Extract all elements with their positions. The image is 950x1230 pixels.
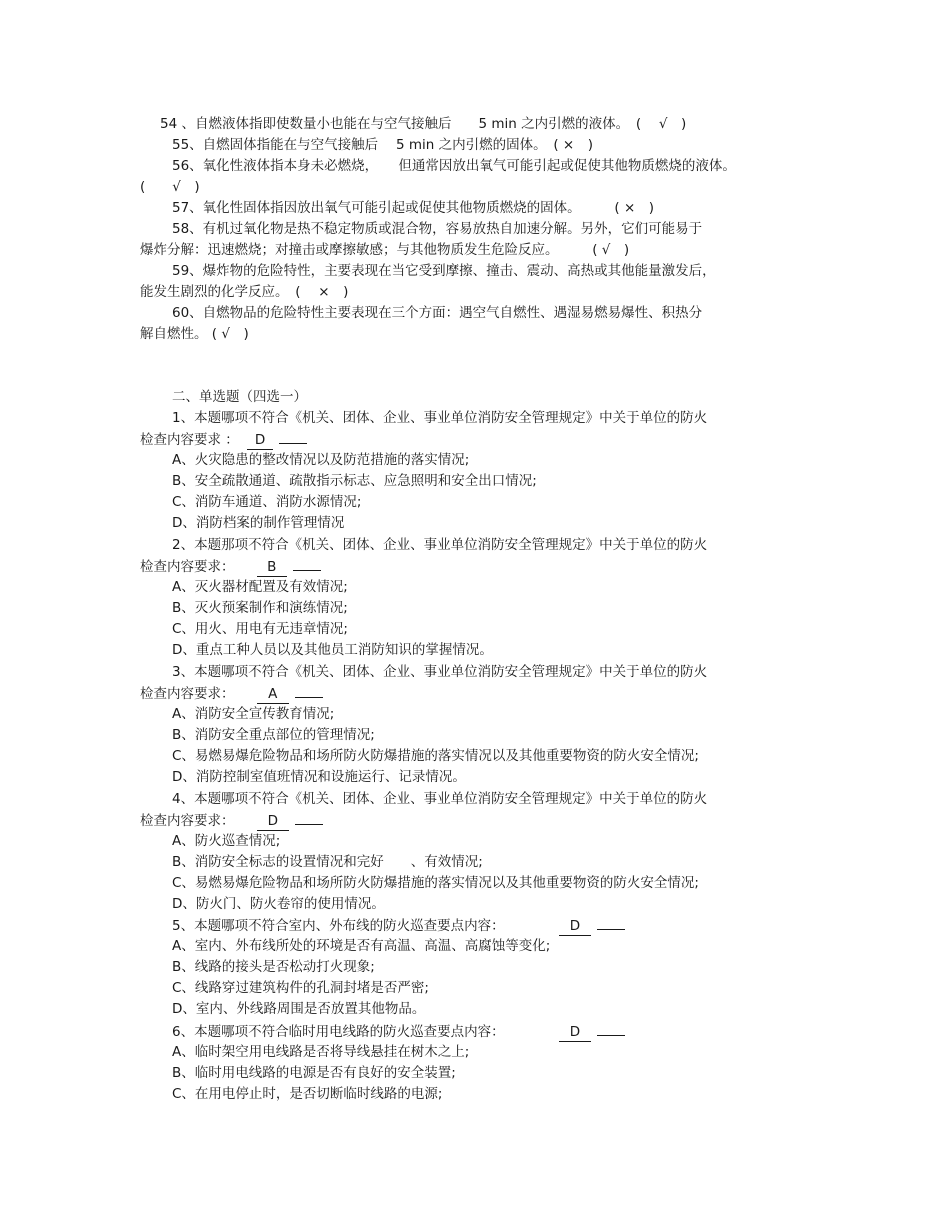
question-4-option-c: C、易燃易爆危险物品和场所防火防爆措施的落实情况以及其他重要物资的防火安全情况; bbox=[172, 875, 699, 891]
answer-tail-line bbox=[279, 429, 307, 444]
answer-tail-line bbox=[295, 810, 323, 825]
question-5-option-d: D、室内、外线路周围是否放置其他物品。 bbox=[172, 1001, 426, 1017]
question-5-stem-text: 5、本题哪项不符合室内、外布线的防火巡查要点内容： bbox=[172, 918, 505, 934]
question-3-stem-cont bbox=[140, 683, 780, 704]
question-1-option-a: A、火灾隐患的整改情况以及防范措施的落实情况; bbox=[172, 452, 470, 468]
question-3-option-c: C、易燃易爆危险物品和场所防火防爆措施的落实情况以及其他重要物资的防火安全情况; bbox=[172, 748, 699, 764]
answer-tail-line bbox=[597, 915, 625, 930]
question-2-option-d: D、重点工种人员以及其他员工消防知识的掌握情况。 bbox=[172, 642, 493, 658]
question-5-option-c: C、线路穿过建筑构件的孔洞封堵是否严密; bbox=[172, 980, 429, 996]
question-2-stem: 2、本题那项不符合《机关、团体、企业、事业单位消防安全管理规定》中关于单位的防火 bbox=[172, 537, 708, 553]
tf-item-57: 57、氧化性固体指因放出氧气可能引起或促使其他物质燃烧的固体。 ( × ) bbox=[172, 200, 655, 216]
tf-item-59: 59、爆炸物的危险特性，主要表现在当它受到摩擦、撞击、震动、高热或其他能量激发后， bbox=[172, 263, 716, 279]
question-4-stem-text: 检查内容要求： bbox=[140, 813, 235, 829]
question-6-option-c: C、在用电停止时，是否切断临时线路的电源; bbox=[172, 1086, 443, 1102]
tf-item-60: 60、自燃物品的危险特性主要表现在三个方面：遇空气自燃性、遇湿易燃易爆性、积热分 bbox=[172, 305, 703, 321]
answer-tail-line bbox=[293, 556, 321, 571]
question-6-stem-text: 6、本题哪项不符合临时用电线路的防火巡查要点内容： bbox=[172, 1024, 505, 1040]
question-5-answer: D bbox=[559, 918, 591, 936]
question-4-stem-cont bbox=[140, 810, 780, 831]
question-6-option-a: A、临时架空用电线路是否将导线悬挂在树木之上; bbox=[172, 1044, 470, 1060]
question-3-answer: A bbox=[257, 686, 289, 704]
question-3-option-b: B、消防安全重点部位的管理情况; bbox=[172, 727, 375, 743]
question-4-option-b: B、消防安全标志的设置情况和完好 、有效情况; bbox=[172, 854, 483, 870]
question-6-stem bbox=[172, 1021, 812, 1042]
question-1-stem-cont bbox=[140, 429, 780, 450]
tf-item-58-cont: 爆炸分解：迅速燃烧；对撞击或摩擦敏感；与其他物质发生危险反应。 ( √ ) bbox=[140, 242, 630, 258]
question-2-option-a: A、灭火器材配置及有效情况; bbox=[172, 579, 348, 595]
question-3-stem-text: 检查内容要求： bbox=[140, 686, 235, 702]
section-title: 二、单选题（四选一） bbox=[172, 389, 307, 405]
tf-item-60-cont: 解自燃性。 ( √ ) bbox=[140, 326, 249, 342]
question-1-stem: 1、本题哪项不符合《机关、团体、企业、事业单位消防安全管理规定》中关于单位的防火 bbox=[172, 410, 708, 426]
question-2-answer: B bbox=[257, 559, 287, 577]
question-1-option-b: B、安全疏散通道、疏散指示标志、应急照明和安全出口情况; bbox=[172, 473, 537, 489]
tf-item-59-cont: 能发生剧烈的化学反应。 ( × ) bbox=[140, 284, 349, 300]
question-2-option-c: C、用火、用电有无违章情况; bbox=[172, 621, 348, 637]
tf-item-55: 55、自燃固体指能在与空气接触后 5 min 之内引燃的固体。 ( × ) bbox=[172, 137, 593, 153]
tf-item-58: 58、有机过氧化物是热不稳定物质或混合物，容易放热自加速分解。另外，它们可能易于 bbox=[172, 221, 703, 237]
question-4-option-a: A、防火巡查情况; bbox=[172, 833, 281, 849]
question-6-option-b: B、临时用电线路的电源是否有良好的安全装置; bbox=[172, 1065, 456, 1081]
tf-item-56-answer: ( √ ) bbox=[140, 179, 200, 195]
question-1-option-c: C、消防车通道、消防水源情况; bbox=[172, 494, 362, 510]
answer-tail-line bbox=[597, 1021, 625, 1036]
tf-item-54: 54 、自燃液体指即使数量小也能在与空气接触后 5 min 之内引燃的液体。 ( √ ) bbox=[160, 116, 687, 132]
question-1-option-d: D、消防档案的制作管理情况 bbox=[172, 515, 345, 531]
question-5-option-b: B、线路的接头是否松动打火现象; bbox=[172, 959, 375, 975]
question-2-stem-text: 检查内容要求： bbox=[140, 559, 235, 575]
question-3-option-d: D、消防控制室值班情况和设施运行、记录情况。 bbox=[172, 769, 466, 785]
question-5-stem bbox=[172, 915, 812, 936]
question-2-stem-cont bbox=[140, 556, 780, 577]
question-3-option-a: A、消防安全宣传教育情况; bbox=[172, 706, 335, 722]
question-4-answer: D bbox=[257, 813, 289, 831]
question-4-stem: 4、本题哪项不符合《机关、团体、企业、事业单位消防安全管理规定》中关于单位的防火 bbox=[172, 791, 708, 807]
question-4-option-d: D、防火门、防火卷帘的使用情况。 bbox=[172, 896, 385, 912]
question-2-option-b: B、灭火预案制作和演练情况; bbox=[172, 600, 348, 616]
question-5-option-a: A、室内、外布线所处的环境是否有高温、高温、高腐蚀等变化; bbox=[172, 938, 551, 954]
tf-item-56: 56、氧化性液体指本身未必燃烧， 但通常因放出氧气可能引起或促使其他物质燃烧的液体。 bbox=[172, 158, 736, 174]
question-1-answer: D bbox=[247, 432, 273, 450]
question-6-answer: D bbox=[559, 1024, 591, 1042]
question-1-stem-text: 检查内容要求 ： bbox=[140, 432, 239, 448]
answer-tail-line bbox=[295, 683, 323, 698]
question-3-stem: 3、本题哪项不符合《机关、团体、企业、事业单位消防安全管理规定》中关于单位的防火 bbox=[172, 664, 708, 680]
